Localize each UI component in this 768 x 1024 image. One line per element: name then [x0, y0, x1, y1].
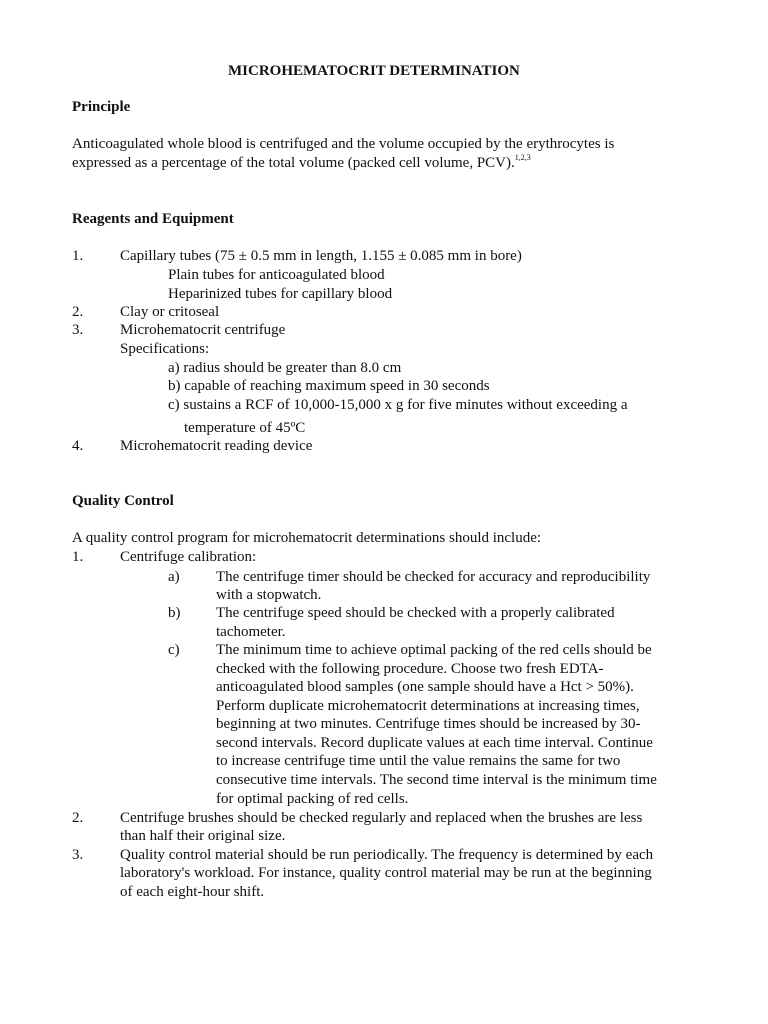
reagents-heading: Reagents and Equipment — [72, 211, 234, 227]
qc-sub-c-label: c) — [168, 642, 180, 658]
qc-sub-b-label: b) — [168, 605, 181, 621]
reagent-number-4: 4. — [72, 438, 84, 454]
qc-number-1: 1. — [72, 549, 84, 565]
principle-heading: Principle — [72, 99, 131, 115]
qc-sub-b-line: tachometer. — [216, 624, 286, 640]
spec-c-continued: temperature of 45ºC — [184, 420, 306, 436]
qc-item-2-line: Centrifuge brushes should be checked regularly and replaced when the brushes are less — [120, 810, 643, 826]
qc-item-2-line: than half their original size. — [120, 828, 286, 844]
principle-line-2: expressed as a percentage of the total volume (packed cell volume, PCV).$^{1,2,3}$ — [72, 153, 531, 171]
reference-superscript: 1,2,3 — [514, 153, 531, 162]
reagent-number-3: 3. — [72, 322, 84, 338]
qc-sub-c-line: to increase centrifuge time until the value remains the same for two — [216, 753, 621, 769]
qc-number-2: 2. — [72, 810, 84, 826]
reagent-item-2: Clay or critoseal — [120, 304, 220, 320]
qc-item-3-line: laboratory's workload. For instance, quality control material may be run at the beginning — [120, 865, 652, 881]
quality-control-heading: Quality Control — [72, 493, 174, 509]
qc-sub-a-line: with a stopwatch. — [216, 587, 322, 603]
qc-number-3: 3. — [72, 847, 84, 863]
qc-sub-c-line: second intervals. Record duplicate values at each time interval. Continue — [216, 735, 653, 751]
qc-sub-c-line: checked with the following procedure. Choose two fresh EDTA- — [216, 661, 604, 677]
qc-sub-a-label: a) — [168, 569, 180, 585]
qc-sub-c-line: consecutive time intervals. The second time interval is the minimum time — [216, 772, 657, 788]
qc-sub-b-line: The centrifuge speed should be checked with a properly calibrated — [216, 605, 615, 621]
reagent-item-3: Microhematocrit centrifuge — [120, 322, 286, 338]
reagent-number-1: 1. — [72, 248, 84, 264]
qc-sub-c-line: The minimum time to achieve optimal packing of the red cells should be — [216, 642, 652, 658]
qc-item-3-line: of each eight-hour shift. — [120, 884, 265, 900]
spec-b: b) capable of reaching maximum speed in 30 seconds — [168, 378, 490, 394]
qc-item-1: Centrifuge calibration: — [120, 549, 257, 565]
reagent-number-2: 2. — [72, 304, 84, 320]
reagent-subitem-heparinized-tubes: Heparinized tubes for capillary blood — [168, 286, 393, 302]
qc-sub-c-line: Perform duplicate microhematocrit determinations at increasing times, — [216, 698, 640, 714]
principle-line-1: Anticoagulated whole blood is centrifuged and the volume occupied by the erythrocytes is — [72, 136, 615, 152]
qc-sub-c-line: beginning at two minutes. Centrifuge times should be increased by 30- — [216, 716, 641, 732]
document-title: MICROHEMATOCRIT DETERMINATION — [228, 63, 520, 79]
qc-sub-a-line: The centrifuge timer should be checked for accuracy and reproducibility — [216, 569, 651, 585]
qc-intro: A quality control program for microhematocrit determinations should include: — [72, 530, 542, 546]
reagent-item-1: Capillary tubes (75 ± 0.5 mm in length, 1.155 ± 0.085 mm in bore) — [120, 248, 522, 264]
qc-sub-c-line: for optimal packing of red cells. — [216, 791, 409, 807]
reagent-item-4: Microhematocrit reading device — [120, 438, 313, 454]
specifications-label: Specifications: — [120, 341, 210, 357]
spec-a: a) radius should be greater than 8.0 cm — [168, 360, 402, 376]
reagent-subitem-plain-tubes: Plain tubes for anticoagulated blood — [168, 267, 385, 283]
qc-sub-c-line: anticoagulated blood samples (one sample should have a Hct > 50%). — [216, 679, 634, 695]
qc-item-3-line: Quality control material should be run periodically. The frequency is determined by each — [120, 847, 654, 863]
spec-c: c) sustains a RCF of 10,000-15,000 x g for five minutes without exceeding a — [168, 397, 628, 413]
